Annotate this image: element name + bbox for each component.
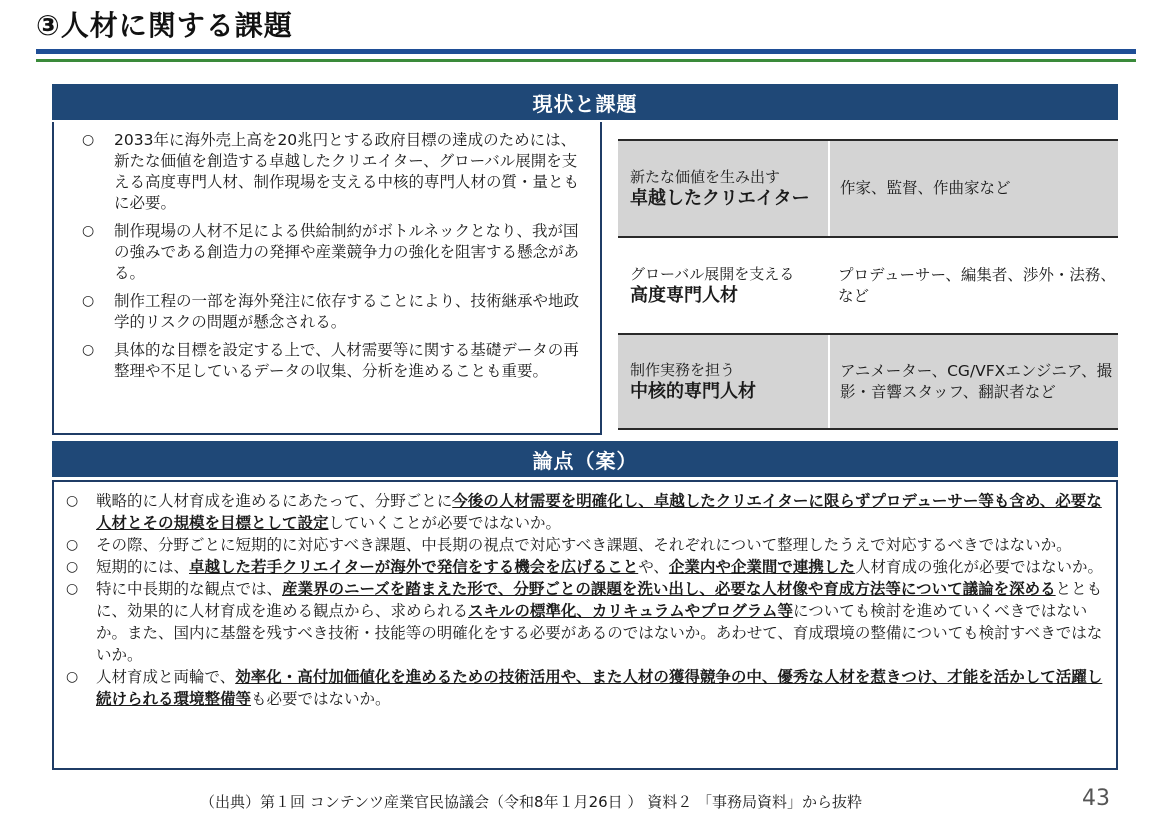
talent-row-core bbox=[618, 333, 1118, 430]
issue-emphasis: スキルの標準化、カリキュラムやプログラム等 bbox=[468, 602, 794, 620]
issue-item bbox=[66, 534, 1104, 556]
issue-plain-text: その際、分野ごとに短期的に対応すべき課題、中長期の視点で対応すべき課題、それぞれについて整理したうえで対応するべきではないか。 bbox=[96, 536, 1072, 554]
talent-type-name: 卓越したクリエイター bbox=[630, 187, 810, 209]
bullet-icon: ○ bbox=[66, 493, 79, 509]
issue-item bbox=[66, 490, 1104, 534]
bullet-icon: ○ bbox=[66, 559, 79, 575]
status-item bbox=[82, 291, 580, 333]
issue-plain-text: とともに、効果的に人材育成を進める観点から、求められる bbox=[96, 580, 1103, 620]
status-list bbox=[52, 122, 602, 435]
talent-type-name: 高度専門人材 bbox=[630, 284, 738, 306]
bullet-icon: ○ bbox=[82, 223, 95, 239]
issue-plain-text: や、 bbox=[638, 558, 669, 576]
issue-text bbox=[96, 534, 1104, 556]
issue-plain-text: 短期的には、 bbox=[96, 558, 190, 576]
issue-plain-text: も必要ではないか。 bbox=[251, 690, 391, 708]
bullet-icon: ○ bbox=[82, 132, 95, 148]
issues-header: 論点（案） bbox=[52, 441, 1118, 477]
issue-item bbox=[66, 666, 1104, 710]
issue-text bbox=[96, 556, 1104, 578]
talent-row-creator bbox=[618, 139, 1118, 236]
status-header: 現状と課題 bbox=[52, 84, 1118, 120]
title-rule-green bbox=[36, 59, 1136, 62]
status-item bbox=[82, 221, 580, 284]
source-citation: （出典）第１回 コンテンツ産業官民協議会（令和8年１月26日 ） 資料２ 「事務局資料」から抜粋 bbox=[200, 793, 862, 811]
talent-table bbox=[618, 139, 1118, 430]
talent-type bbox=[618, 167, 828, 211]
talent-examples: アニメーター、CG/VFXエンジニア、撮影・音響スタッフ、翻訳者など bbox=[828, 335, 1118, 428]
issue-emphasis: 産業界のニーズを踏まえた形で、分野ごとの課題を洗い出し、必要な人材像や育成方法等について議論を深める bbox=[282, 580, 1056, 598]
status-item bbox=[82, 130, 580, 214]
issue-text bbox=[96, 666, 1104, 710]
issue-emphasis: 今後の人材需要を明確化し、卓越したクリエイターに限らずプロデューサー等も含め、必要な人材とその規模を目標として設定 bbox=[96, 492, 1102, 532]
talent-type-description: 制作実務を担う bbox=[630, 360, 736, 379]
bullet-icon: ○ bbox=[66, 669, 79, 685]
talent-type-name: 中核的専門人材 bbox=[630, 380, 756, 402]
page-number: 43 bbox=[1082, 786, 1110, 811]
page-title: ③人材に関する課題 bbox=[36, 9, 293, 42]
issue-plain-text: 特に中長期的な観点では、 bbox=[96, 580, 283, 598]
talent-examples: 作家、監督、作曲家など bbox=[828, 141, 1118, 236]
bullet-icon: ○ bbox=[82, 342, 95, 358]
issue-emphasis: 企業内や企業間で連携した bbox=[668, 558, 855, 576]
issue-emphasis: 効率化・高付加価値化を進めるための技術活用や、また人材の獲得競争の中、優秀な人材を惹きつけ、才能を活かして活躍し続けられる環境整備等 bbox=[96, 668, 1103, 708]
issue-plain-text: 戦略的に人材育成を進めるにあたって、分野ごとに bbox=[96, 492, 453, 510]
bullet-icon: ○ bbox=[66, 537, 79, 553]
issue-plain-text: 人材育成の強化が必要ではないか。 bbox=[854, 558, 1103, 576]
issues-list bbox=[52, 480, 1118, 770]
bullet-icon: ○ bbox=[82, 293, 95, 309]
status-item-text: 具体的な目標を設定する上で、人材需要等に関する基礎データの再整理や不足しているデータの収集、分析を進めることも重要。 bbox=[114, 341, 579, 380]
status-item-text: 2033年に海外売上高を20兆円とする政府目標の達成のためには、新たな価値を創造する卓越したクリエイター、グローバル展開を支える高度専門人材、制作現場を支える中核的専門人材の質・量ともに必要。 bbox=[114, 131, 580, 212]
status-item-text: 制作工程の一部を海外発注に依存することにより、技術継承や地政学的リスクの問題が懸念される。 bbox=[114, 292, 580, 331]
issue-text bbox=[96, 578, 1104, 666]
issue-emphasis: 卓越した若手クリエイターが海外で発信をする機会を広げること bbox=[189, 558, 639, 576]
issue-plain-text: していくことが必要ではないか。 bbox=[328, 514, 562, 532]
issue-plain-text: についても検討を進めていくべきではないか。また、国内に基盤を残すべき技術・技能等の明確化をする必要があるのではないか。あわせて、育成環境の整備についても検討すべきではないか。 bbox=[96, 602, 1103, 664]
talent-row-specialist bbox=[618, 236, 1118, 333]
talent-type-description: 新たな価値を生み出す bbox=[630, 167, 781, 186]
talent-type bbox=[618, 264, 828, 308]
talent-examples: プロデューサー、編集者、渉外・法務、など bbox=[838, 265, 1116, 305]
issue-text bbox=[96, 490, 1104, 534]
talent-type bbox=[618, 360, 828, 404]
title-rule-blue bbox=[36, 49, 1136, 54]
bullet-icon: ○ bbox=[66, 581, 79, 597]
status-item bbox=[82, 340, 580, 382]
talent-type-description: グローバル展開を支える bbox=[630, 264, 795, 283]
status-item-text: 制作現場の人材不足による供給制約がボトルネックとなり、我が国の強みである創造力の発揮や産業競争力の強化を阻害する懸念がある。 bbox=[114, 222, 580, 282]
issue-plain-text: 人材育成と両輪で、 bbox=[96, 668, 236, 686]
issue-item bbox=[66, 556, 1104, 578]
issue-item bbox=[66, 578, 1104, 666]
